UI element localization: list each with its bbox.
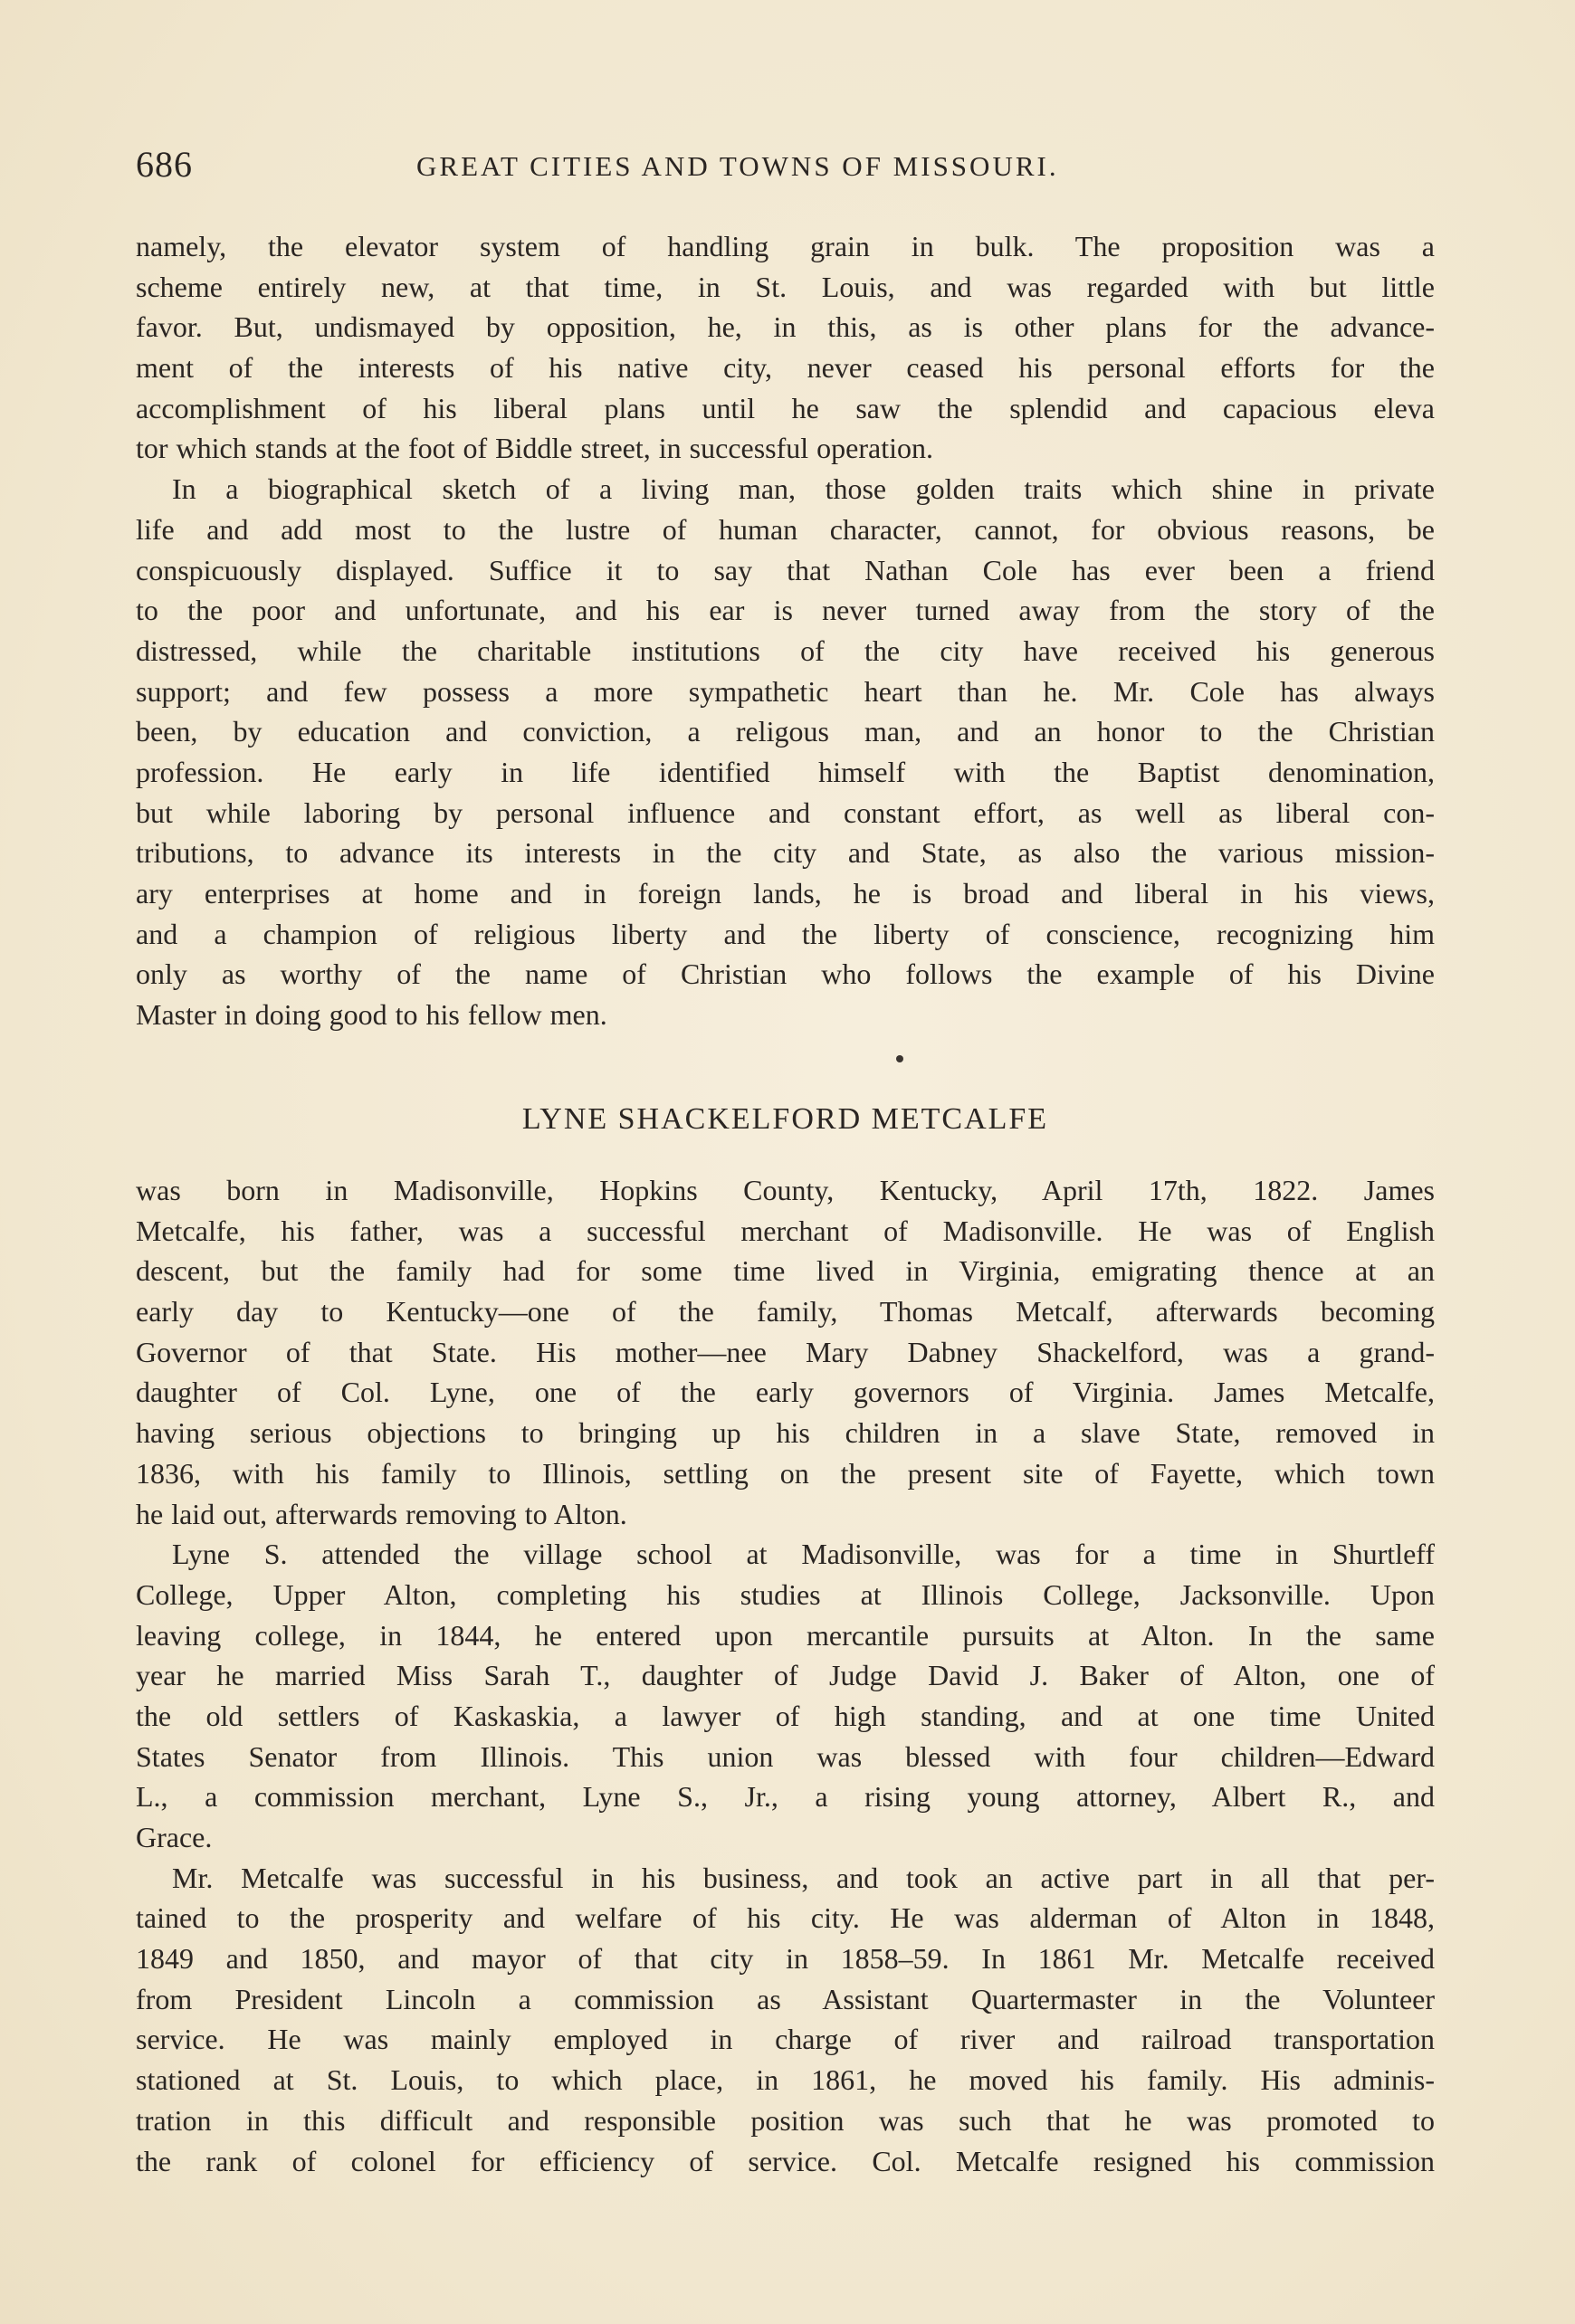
ornament-dot — [896, 1055, 903, 1062]
text-line: the old settlers of Kaskaskia, a lawyer of high standing, and at one time United — [136, 1699, 1435, 1732]
text-line: College, Upper Alton, completing his studies at Illinois College, Jacksonville. Upon — [136, 1577, 1435, 1611]
text-line: life and add most to the lustre of human character, cannot, for obvious reasons, be — [136, 512, 1435, 546]
text-line: Master in doing good to his fellow men. — [136, 998, 607, 1032]
text-line: ment of the interests of his native city, never ceased his personal efforts for the — [136, 351, 1435, 385]
text-line: favor. But, undismayed by opposition, he, in this, as is other plans for the advance- — [136, 310, 1435, 344]
text-line: In a biographical sketch of a living man, those golden traits which shine in private — [172, 472, 1435, 506]
nathan-cole-continuation — [136, 226, 1435, 1035]
text-line: early day to Kentucky—one of the family, Thomas Metcalf, afterwards becoming — [136, 1295, 1435, 1329]
text-line: distressed, while the charitable institutions of the city have received his generous — [136, 633, 1435, 667]
text-line: Mr. Metcalfe was successful in his business, and took an active part in all that per- — [172, 1861, 1435, 1894]
text-line: been, by education and conviction, a religous man, and an honor to the Christian — [136, 715, 1435, 748]
text-line: but while laboring by personal influence and constant effort, as well as liberal con- — [136, 795, 1435, 829]
text-line: daughter of Col. Lyne, one of the early governors of Virginia. James Metcalfe, — [136, 1376, 1435, 1409]
text-line: conspicuously displayed. Suffice it to say that Nathan Cole has ever been a friend — [136, 553, 1435, 586]
metcalfe-biography — [136, 1170, 1435, 2181]
text-line: service. He was mainly employed in charge of river and railroad transportation — [136, 2023, 1435, 2056]
text-line: tained to the prosperity and welfare of his city. He was alderman of Alton in 1848, — [136, 1901, 1435, 1935]
text-line: 1836, with his family to Illinois, settling on the present site of Fayette, which town — [136, 1456, 1435, 1490]
text-line: he laid out, afterwards removing to Alton. — [136, 1497, 627, 1530]
text-line: the rank of colonel for efficiency of service. Col. Metcalfe resigned his commission — [136, 2144, 1435, 2177]
text-line: leaving college, in 1844, he entered upon mercantile pursuits at Alton. In the same — [136, 1618, 1435, 1652]
text-line: to the poor and unfortunate, and his ear is never turned away from the story of the — [136, 594, 1435, 627]
text-line: Lyne S. attended the village school at Madisonville, was for a time in Shurtleff — [172, 1538, 1435, 1571]
text-line: 1849 and 1850, and mayor of that city in 1858–59. In 1861 Mr. Metcalfe received — [136, 1942, 1435, 1976]
text-line: Governor of that State. His mother—nee Mary Dabney Shackelford, was a grand- — [136, 1335, 1435, 1368]
text-line: ary enterprises at home and in foreign lands, he is broad and liberal in his views, — [136, 877, 1435, 910]
text-line: having serious objections to bringing up his children in a slave State, removed in — [136, 1416, 1435, 1450]
text-line: tor which stands at the foot of Biddle street, in successful operation. — [136, 432, 934, 465]
text-line: Metcalfe, his father, was a successful merchant of Madisonville. He was of English — [136, 1214, 1435, 1247]
text-line: namely, the elevator system of handling grain in bulk. The proposition was a — [136, 230, 1435, 262]
text-line: support; and few possess a more sympathetic heart than he. Mr. Cole has always — [136, 674, 1435, 708]
text-line: from President Lincoln a commission as Assistant Quartermaster in the Volunteer — [136, 1982, 1435, 2015]
text-line: tration in this difficult and responsible position was such that he was promoted to — [136, 2103, 1435, 2137]
text-line: and a champion of religious liberty and the liberty of conscience, recognizing him — [136, 917, 1435, 950]
page-number: 686 — [136, 144, 193, 185]
text-line: descent, but the family had for some time lived in Virginia, emigrating thence at an — [136, 1254, 1435, 1288]
text-line: year he married Miss Sarah T., daughter of Judge David J. Baker of Alton, one of — [136, 1659, 1435, 1692]
text-line: scheme entirely new, at that time, in St. Louis, and was regarded with but little — [136, 270, 1435, 303]
text-line: tributions, to advance its interests in the city and State, as also the various mission- — [136, 836, 1435, 870]
text-line: stationed at St. Louis, to which place, in 1861, he moved his family. His adminis- — [136, 2063, 1435, 2097]
text-line: accomplishment of his liberal plans until he saw the splendid and capacious eleva — [136, 391, 1435, 424]
text-line: only as worthy of the name of Christian who follows the example of his Divine — [136, 957, 1435, 991]
text-line: L., a commission merchant, Lyne S., Jr., a rising young attorney, Albert R., and — [136, 1780, 1435, 1814]
text-line: profession. He early in life identified himself with the Baptist denomination, — [136, 755, 1435, 788]
section-heading: LYNE SHACKELFORD METCALFE — [521, 1102, 1049, 1136]
text-line: States Senator from Illinois. This union was blessed with four children—Edward — [136, 1739, 1435, 1773]
text-line: was born in Madisonville, Hopkins County, Kentucky, April 17th, 1822. James — [136, 1174, 1435, 1206]
page-header — [136, 143, 1439, 194]
running-title: GREAT CITIES AND TOWNS OF MISSOURI. — [416, 150, 1059, 182]
text-line: Grace. — [136, 1821, 213, 1853]
